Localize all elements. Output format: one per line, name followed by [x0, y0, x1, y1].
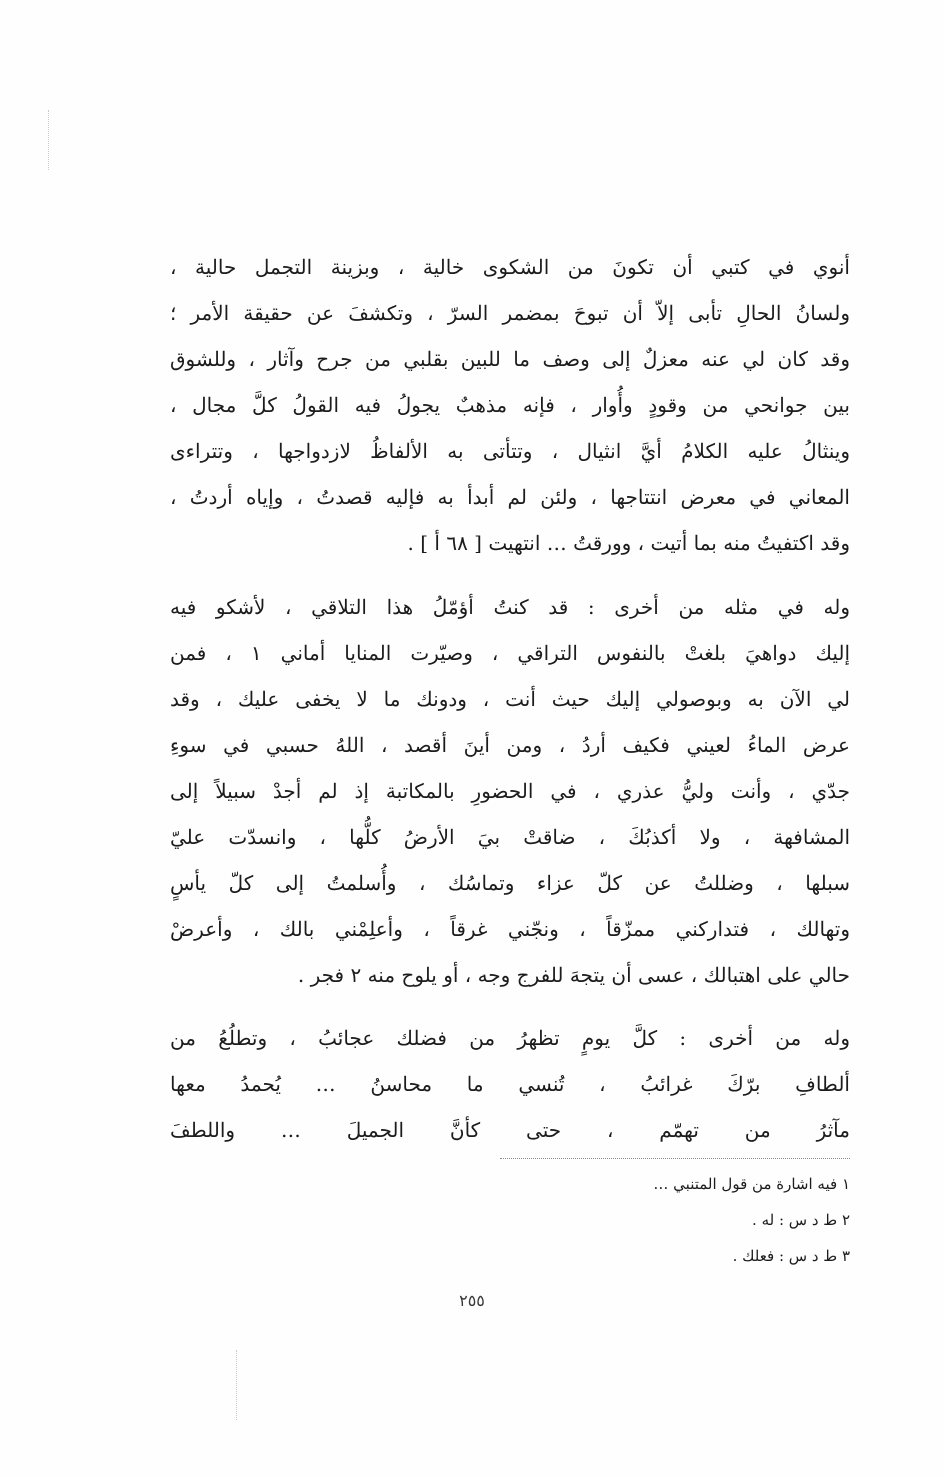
text-line: مآثرُ من تهمّم ، حتى كأنَّ الجميلَ … واللطفَ: [170, 1118, 850, 1142]
text-line: وله في مثله من أخرى : قد كنتُ أؤمّلُ هذا التلاقي ، لأشكو فيه: [170, 595, 850, 619]
text-line: المشافهة ، ولا أكذبُكَ ، ضاقتْ بيَ الأرضُ كلُّها ، وانسدّت عليّ: [170, 825, 850, 849]
text-line: وقد كان لي عنه معزلٌ إلى وصف ما للبين بقلبي من جرح وآثار ، وللشوق: [170, 347, 850, 371]
scan-artifact: [236, 1350, 237, 1420]
text-line: لي الآن به وبوصولي إليك حيث أنت ، ودونك ما لا يخفى عليك ، وقد: [170, 687, 850, 711]
text-line: إليك دواهيَ بلغتْ بالنفوس التراقي ، وصيّرت المنايا أماني ١ ، فمن: [170, 641, 850, 665]
text-line: حالي على اهتبالك ، عسى أن يتجهَ للفرج وجه ، أو يلوح منه ٢ فجر .: [297, 963, 850, 987]
footnote: ٢ ط د س : له .: [752, 1211, 850, 1229]
text-line: وتهالك ، فتداركني ممزّقاً ، ونجّني غرقاً ، وأعلِمْني بالك ، وأعرضْ: [170, 917, 850, 941]
text-line: جدّي ، وأنت وليُّ عذري ، في الحضورِ بالمكاتبة إذ لم أجدْ سبيلاً إلى: [170, 779, 850, 803]
text-line: وقد اكتفيتُ منه بما أتيت ، وورقتُ … انتهيت [ ٦٨ أ ] .: [407, 531, 850, 555]
footnotes: [460, 1166, 850, 1274]
footnote: ١ فيه اشارة من قول المتنبي …: [653, 1175, 850, 1193]
text-line: المعاني في معرض انتتاجها ، ولئن لم أبدأ به فإليه قصدتُ ، وإياه أردتُ ،: [170, 485, 850, 509]
text-line: بين جوانحي من وقودٍ وأُوار ، فإنه مذهبٌ يجولُ فيه القولُ كلَّ مجال ،: [170, 393, 850, 417]
text-line: وله من أخرى : كلَّ يومٍ تظهرُ من فضلك عجائبُ ، وتطلُعُ من: [170, 1026, 850, 1050]
footnote-divider: [500, 1158, 850, 1159]
text-line: عرض الماءُ لعيني فكيف أردُ ، ومن أينَ أقصد ، اللهُ حسبي في سوءِ: [170, 733, 850, 757]
scan-artifact: [48, 110, 49, 170]
paragraph: [170, 584, 850, 998]
text-line: ولسانُ الحالِ تأبى إلاّ أن تبوحَ بمضمر السرّ ، وتكشفَ عن حقيقة الأمر ؛: [170, 301, 850, 325]
paragraph: [170, 244, 850, 566]
text-line: وينثالُ عليه الكلامُ أيَّ انثيال ، وتتأتى به الألفاظُ لازدواجها ، وتتراءى: [170, 439, 850, 463]
text-line: ألطافِ برّكَ غرائبُ ، تُنسي ما محاسنُ … يُحمدُ معها: [170, 1072, 850, 1096]
footnote: ٣ ط د س : فعلك .: [732, 1247, 850, 1265]
page-number: ٢٥٥: [459, 1291, 485, 1310]
text-line: سبلها ، وضللتُ عن كلّ عزاء وتماسُك ، وأُسلمتُ إلى كلّ يأسٍ: [170, 871, 850, 895]
text-line: أنوي في كتبي أن تكونَ من الشكوى خالية ، وبزينة التجمل حالية ،: [170, 255, 850, 279]
paragraph: [170, 1015, 850, 1153]
